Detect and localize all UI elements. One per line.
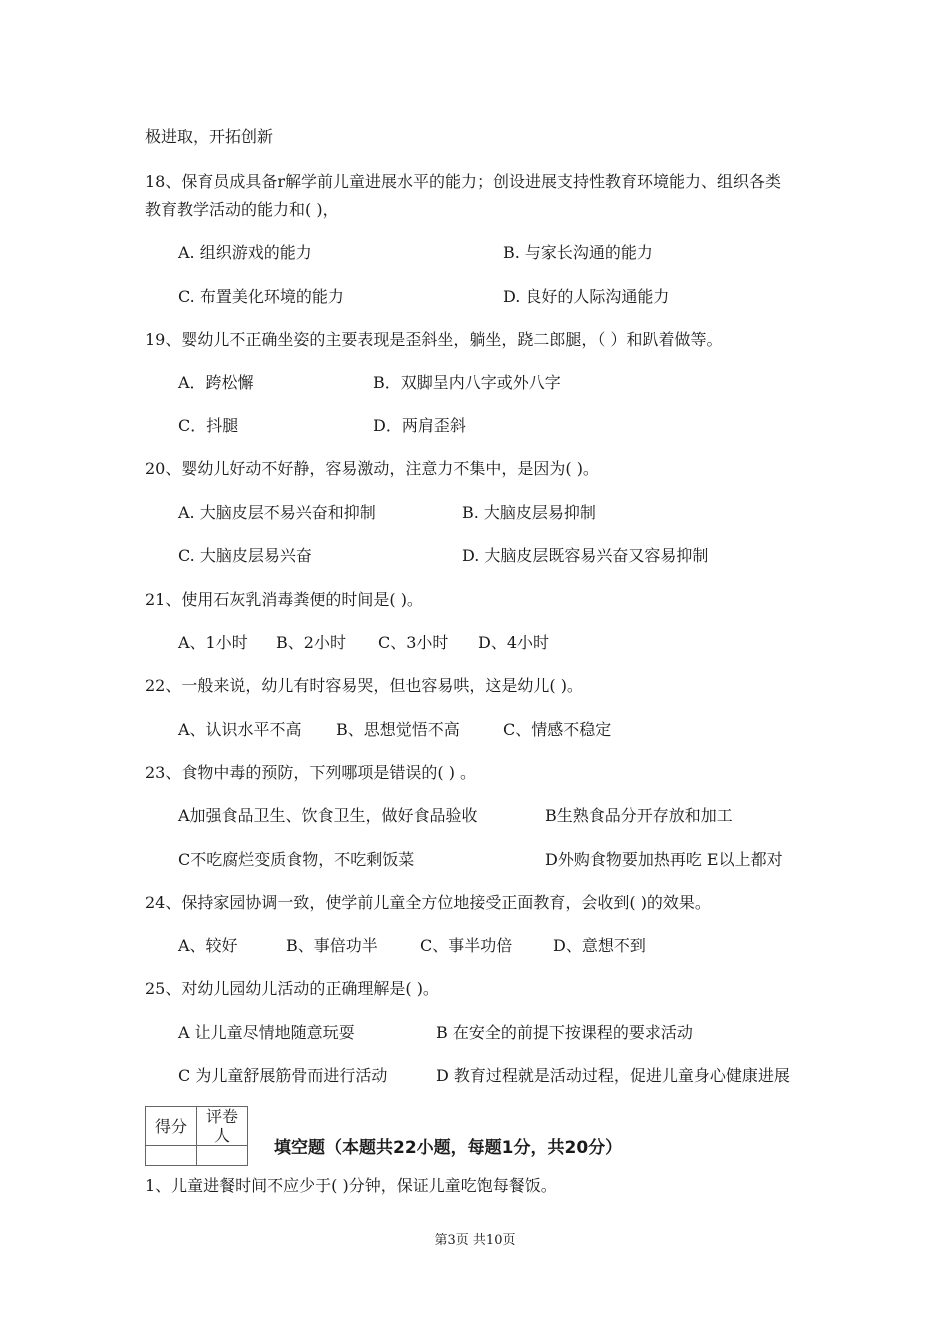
question-18-text: 18、保育员成具备r解学前儿童进展水平的能力；创设进展支持性教育环境能力、组织各类 [145,172,782,191]
q19-option-c: C．抖腿 [178,416,239,435]
section-title: 填空题（本题共22小题，每题1分，共20分） [274,1138,623,1158]
q18-option-d: D. 良好的人际沟通能力 [503,287,670,306]
page-footer: 第3页 共10页 [434,1233,516,1248]
score-label: 得分 [146,1107,197,1146]
q19-option-a: A．跨松懈 [178,373,254,392]
q23-option-a: A加强食品卫生、饮食卫生，做好食品验收 [178,806,478,825]
fill-question-1-text: 1、儿童进餐时间不应少于( )分钟，保证儿童吃饱每餐饭。 [145,1176,557,1195]
q24-option-c: C、事半功倍 [420,936,513,955]
question-20-text: 20、婴幼儿好动不好静，容易激动，注意力不集中，是因为( )。 [145,459,599,478]
q20-option-c: C. 大脑皮层易兴奋 [178,546,312,565]
score-cell [146,1146,197,1166]
grader-label: 评卷人 [197,1107,248,1146]
q18-option-a: A. 组织游戏的能力 [178,243,312,262]
q23-option-c: C不吃腐烂变质食物，不吃剩饭菜 [178,850,415,869]
question-24-text: 24、保持家园协调一致，使学前儿童全方位地接受正面教育，会收到( )的效果。 [145,893,711,912]
q24-option-d: D、意想不到 [553,936,646,955]
question-18-text-cont: 教育教学活动的能力和( )， [145,200,339,219]
question-21-text: 21、使用石灰乳消毒粪便的时间是( )。 [145,590,423,609]
question-22-text: 22、一般来说，幼儿有时容易哭，但也容易哄，这是幼儿( )。 [145,676,583,695]
score-box [145,1106,248,1166]
q18-option-b: B. 与家长沟通的能力 [503,243,653,262]
q25-option-b: B 在安全的前提下按课程的要求活动 [436,1023,693,1042]
q21-option-d: D、4小时 [478,633,550,652]
question-19-text: 19、婴幼儿不正确坐姿的主要表现是歪斜坐，躺坐，跷二郎腿，（ ）和趴着做等。 [145,330,723,349]
q19-option-d: D．两肩歪斜 [373,416,466,435]
q25-option-a: A 让儿童尽情地随意玩耍 [178,1023,355,1042]
question-continuation: 极进取，开拓创新 [145,127,274,146]
q20-option-a: A. 大脑皮层不易兴奋和抑制 [178,503,376,522]
q24-option-a: A、较好 [178,936,238,955]
q21-option-a: A、1小时 [178,633,248,652]
q25-option-c: C 为儿童舒展筋骨而进行活动 [178,1066,388,1085]
q24-option-b: B、事倍功半 [286,936,378,955]
q23-option-d: D外购食物要加热再吃 E以上都对 [545,850,783,869]
q19-option-b: B．双脚呈内八字或外八字 [373,373,561,392]
q25-option-d: D 教育过程就是活动过程，促进儿童身心健康进展 [436,1066,790,1085]
q21-option-c: C、3小时 [378,633,449,652]
question-23-text: 23、食物中毒的预防，下列哪项是错误的( ) 。 [145,763,477,782]
q22-option-c: C、情感不稳定 [503,720,612,739]
q23-option-b: B生熟食品分开存放和加工 [545,806,733,825]
grader-cell [197,1146,248,1166]
q18-option-c: C. 布置美化环境的能力 [178,287,344,306]
q20-option-d: D. 大脑皮层既容易兴奋又容易抑制 [462,546,709,565]
q22-option-a: A、认识水平不高 [178,720,302,739]
q22-option-b: B、思想觉悟不高 [336,720,460,739]
q20-option-b: B. 大脑皮层易抑制 [462,503,596,522]
question-25-text: 25、对幼儿园幼儿活动的正确理解是( )。 [145,979,439,998]
q21-option-b: B、2小时 [276,633,346,652]
